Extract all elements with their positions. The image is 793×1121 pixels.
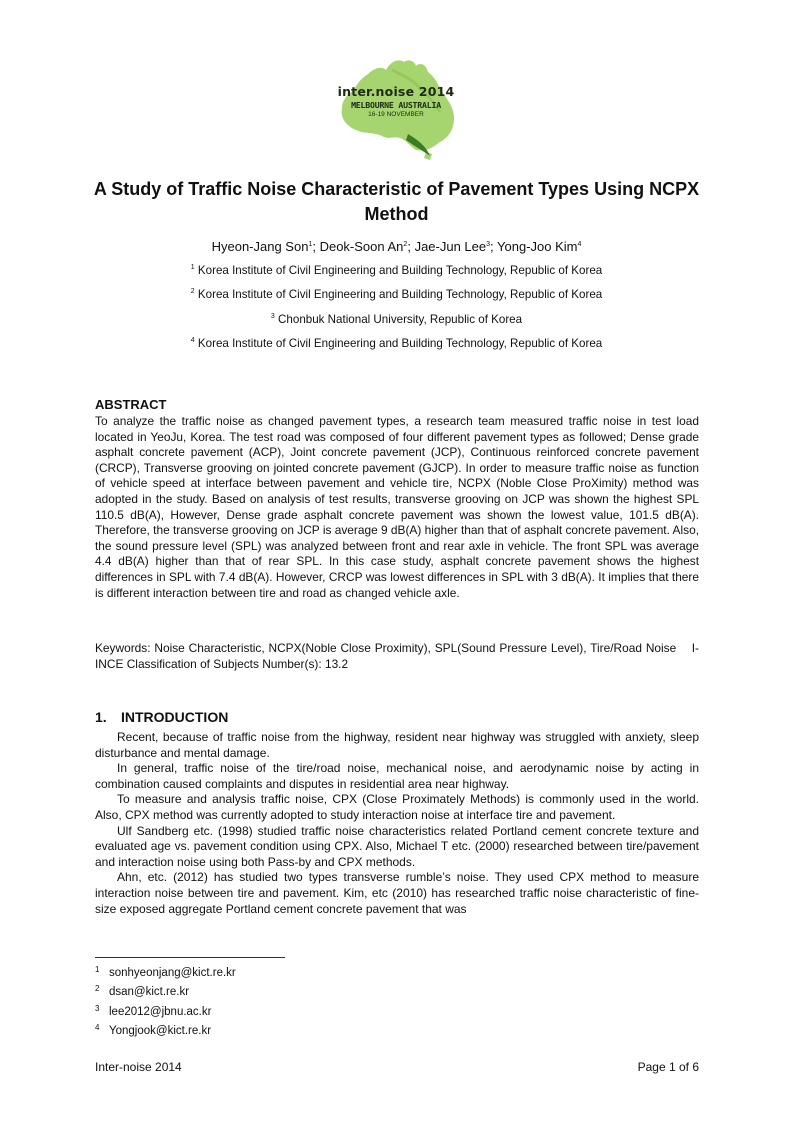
paragraph: Ahn, etc. (2012) has studied two types transverse rumble’s noise. They used CPX method to measure interaction noise between tire and pavement. Kim, etc (2010) has researched traffic noise characteristic of fine-size exposed aggregate Portland cement concrete pavement that was — [95, 870, 699, 916]
footnotes — [95, 962, 236, 1040]
introduction-body — [95, 730, 699, 917]
footnote-mark: 2 — [95, 984, 100, 994]
author-name: Deok-Soon An — [319, 239, 404, 254]
footnote-email: lee2012@jbnu.ac.kr — [109, 1005, 212, 1018]
abstract-heading: ABSTRACT — [95, 397, 167, 412]
affiliation-mark: 4 — [190, 337, 195, 344]
affiliation-text: Korea Institute of Civil Engineering and Building Technology, Republic of Korea — [197, 264, 603, 277]
classification-text: I-INCE Classification of Subjects Number(s): 13.2 — [95, 641, 699, 671]
section-title: INTRODUCTION — [121, 709, 229, 725]
footnote-email: dsan@kict.re.kr — [109, 986, 190, 999]
section-number: 1. — [95, 709, 107, 725]
paper-title: A Study of Traffic Noise Characteristic of Pavement Types Using NCPX Method — [93, 179, 700, 224]
abstract-text: To analyze the traffic noise as changed pavement types, a research team measured traffic noise in test load located in YeoJu, Korea. The test road was composed of four different pavement types as followed; Dense grade asphalt concrete pavement (ACP), Joint concrete pavement (JCP), Continuous reinforced concrete pavement (CRCP), Transverse grooving on jointed concrete pavement (GJCP). In order to measure traffic noise as function of vehicle speed at interface between pavement and vehicle tire, NCPX (Noble Close ProXimity) method was adopted in the study. Based on analysis of test results, transverse grooving on JCP was shown the highest SPL 110.5 dB(A), However, Dense grade asphalt concrete pavement was shown the lowest value, 101.5 dB(A). Therefore, the transverse grooving on JCP is average 9 dB(A) higher than that of asphalt concrete pavement. Also, the sound pressure level (SPL) was analyzed between front and rear axle in vehicle. The front SPL was average 4.4 dB(A) higher than that of rear SPL. In this case study, asphalt concrete pavement shows the highest differences in SPL with 7.4 dB(A). However, CRCP was lowest differences in SPL with 3 dB(A). It implies that there is different interaction between tire and road as changed vehicle axle. — [95, 414, 699, 600]
footnote-mark: 3 — [95, 1003, 100, 1013]
logo-location: MELBOURNE AUSTRALIA — [351, 100, 441, 110]
footnote-email: sonhyeonjang@kict.re.kr — [109, 967, 236, 979]
footer-conference: Inter-noise 2014 — [95, 1060, 182, 1074]
affiliation — [60, 288, 733, 301]
footnote — [95, 962, 236, 981]
author-name: Jae-Jun Lee — [414, 239, 487, 254]
affiliation-mark: 2 — [190, 288, 195, 295]
author-mark: 2 — [403, 241, 408, 248]
keywords-paragraph — [95, 641, 699, 672]
author-mark: 4 — [577, 241, 582, 248]
australia-map-icon — [330, 56, 462, 164]
affiliation-text: Korea Institute of Civil Engineering and Building Technology, Republic of Korea — [197, 337, 603, 350]
author-list: Hyeon-Jang Son$^1$; Deok-Soon An$^2$; Jae-Jun Lee$^3$; Yong-Joo Kim$^4$ — [211, 239, 582, 254]
footnote-mark: 4 — [95, 1023, 100, 1033]
affiliation-text: Chonbuk National University, Republic of Korea — [278, 313, 523, 326]
affiliation-mark: 1 — [190, 264, 195, 271]
affiliation — [60, 313, 733, 326]
conference-logo — [330, 56, 462, 164]
footnote-divider — [95, 957, 285, 958]
author-name: Hyeon-Jang Son — [211, 239, 309, 254]
logo-dates: 16-19 NOVEMBER — [368, 111, 424, 118]
section-heading — [95, 709, 228, 725]
footnote — [95, 1020, 236, 1039]
affiliation — [60, 264, 733, 277]
footer-page-number: Page 1 of 6 — [637, 1060, 699, 1074]
keywords-text: Keywords: Noise Characteristic, NCPX(Noble Close Proximity), SPL(Sound Pressure Level), Tire/Road Noise — [95, 641, 677, 655]
author-mark: 3 — [486, 241, 491, 248]
affiliation-text: Korea Institute of Civil Engineering and Building Technology, Republic of Korea — [197, 288, 603, 301]
paragraph: To measure and analysis traffic noise, CPX (Close Proximately Methods) is commonly used in the world. Also, CPX method was currently adopted to study interaction noise at interface tire and pavement. — [95, 792, 699, 822]
footnote-mark: 1 — [95, 965, 100, 974]
author-mark: 1 — [308, 241, 313, 248]
affiliation — [60, 337, 733, 350]
author-name: Yong-Joo Kim — [497, 239, 578, 254]
footnote-email: Yongjook@kict.re.kr — [109, 1025, 212, 1038]
paragraph: Ulf Sandberg etc. (1998) studied traffic noise characteristics related Portland cement concrete texture and evaluated age vs. pavement condition using CPX. Also, Michael T etc. (2000) researched between tire/pavement and interaction noise using both Pass-by and CPX methods. — [95, 823, 699, 869]
paragraph: In general, traffic noise of the tire/road noise, mechanical noise, and aerodynamic noise by acting in combination caused complaints and disputes in residential area near highway. — [95, 761, 699, 791]
logo-title: inter.noise 2014 — [337, 84, 455, 99]
footnote — [95, 1001, 236, 1020]
affiliation-mark: 3 — [270, 313, 275, 320]
footnote — [95, 981, 236, 1000]
paragraph: Recent, because of traffic noise from the highway, resident near highway was struggled with anxiety, sleep disturbance and mental damage. — [95, 730, 699, 760]
